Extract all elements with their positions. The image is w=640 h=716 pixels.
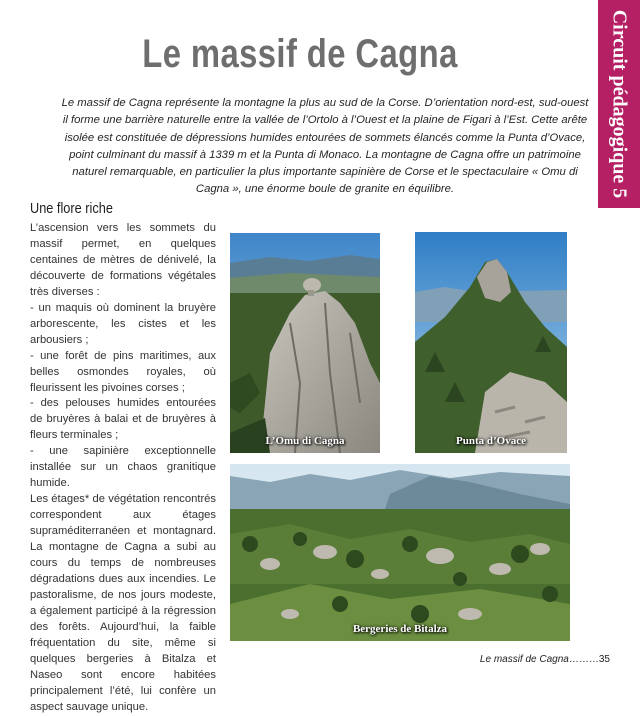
- photo-caption: Punta d’Ovace: [456, 435, 526, 447]
- body-paragraph: - une forêt de pins maritimes, aux belles osmondes royales, où fleurissent les pivoines corses ;: [30, 349, 216, 394]
- photo-caption: L’Omu di Cagna: [265, 435, 345, 447]
- intro-paragraph: Le massif de Cagna représente la montagne la plus au sud de la Corse. D’orientation nord-est, sud-ouest il forme une barrière naturelle entre la vallée de l’Ortolo à l’Ouest et la plaine de Figari à l’Est. Cette arête isolée est constituée de dépressions humides entourées de sommets élancés comme la Punta d’Ovace, point culminant du massif à 1339 m et la Punta di Monaco. La montagne de Cagna offre un patrimoine naturel remarquable, en particulier la plus importante sapinière de Corse et le spectaculaire « Omu di Cagna », une énorme boule de granite en équilibre.: [61, 97, 589, 196]
- photo-bergeries-de-bitalza: [230, 464, 570, 641]
- side-tab: [598, 0, 640, 208]
- section-heading: Une flore riche: [30, 200, 113, 217]
- footer-leader: ………: [568, 654, 599, 665]
- body-text: [30, 221, 216, 716]
- body-paragraph: - une sapinière exceptionnelle installée sur un chaos granitique humide.: [30, 445, 216, 490]
- photo-punta-d-ovace-image: [415, 232, 567, 453]
- page-number: 35: [598, 654, 610, 665]
- side-tab-label: Circuit pédagogique 5: [608, 9, 631, 199]
- body-paragraph: Les étages* de végétation rencontrés correspondent aux étages supraméditerranéen et montagnard. La montagne de Cagna a subi au cours du temps de nombreuses dégradations dues aux incendies. Le pastoralisme, de nos jours modeste, a également participé à la régression des forêts. Aujourd’hui, la faible fréquentation du site, même si quelques bergeries à Bitalza et Naseo sont encore habitées principalement l’été, lui confère un aspect sauvage unique.: [30, 493, 216, 713]
- footer-label: Le massif de Cagna: [479, 654, 569, 665]
- photo-omu-di-cagna-image: [230, 233, 380, 453]
- photo-bergeries-de-bitalza-image: [230, 464, 570, 641]
- page-footer: [480, 654, 610, 665]
- body-paragraph: - des pelouses humides entourées de bruyères à balai et de bruyères à fleurs terminales ;: [30, 397, 216, 442]
- body-paragraph: L’ascension vers les sommets du massif permet, en quelques centaines de mètres de dénivelé, la découverte de formations végétales très diverses :: [30, 222, 216, 298]
- photo-omu-di-cagna: [230, 233, 380, 453]
- body-paragraph: - un maquis où dominent la bruyère arborescente, les cistes et les arbousiers ;: [30, 301, 216, 346]
- page-title: Le massif de Cagna: [142, 32, 458, 76]
- photo-caption: Bergeries de Bitalza: [352, 623, 448, 635]
- photo-punta-d-ovace: [415, 232, 567, 453]
